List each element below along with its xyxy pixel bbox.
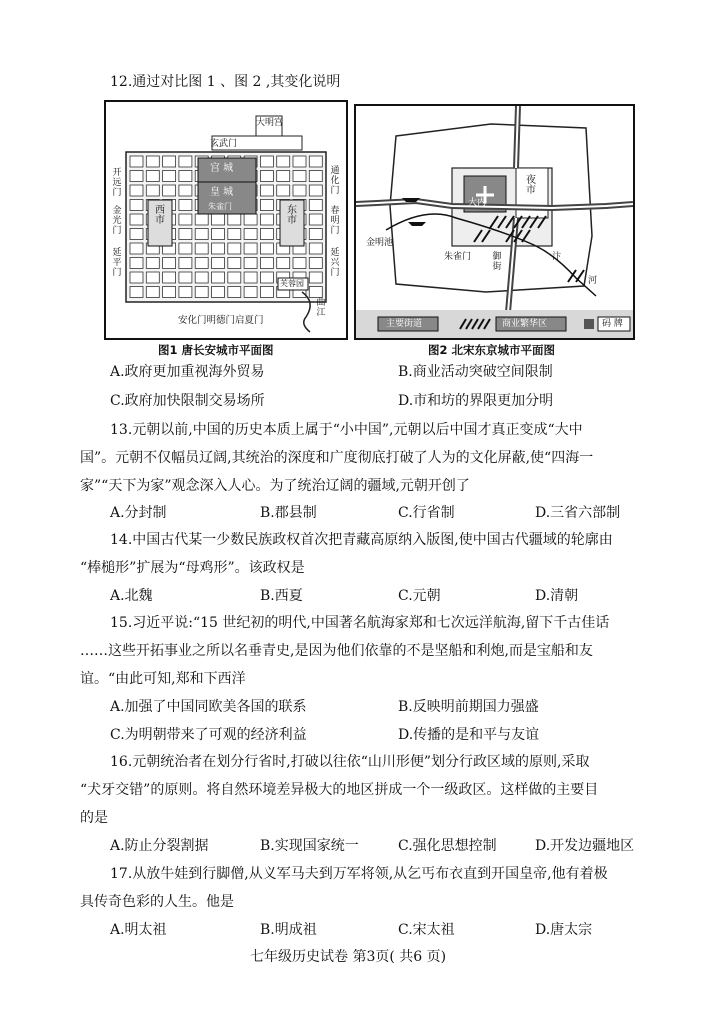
ward-block [179,258,192,269]
q13-line-3: 家”“天下为家”观念深入人心。为了统治辽阔的疆域,元朝开创了 [80,478,470,494]
label-danei: 大内 [468,198,487,208]
ward-block [163,287,176,298]
ward-block [195,214,208,225]
ward-block [260,229,273,240]
page-footer: 七年级历史试卷 第3页( 共6 页) [250,949,447,965]
label-daming-palace: 大明宫 [256,118,284,128]
ward-block [244,229,257,240]
ward-block [212,214,225,225]
label-night-market: 夜 市 [526,175,536,196]
label-bian: 汴 [552,252,562,262]
ward-block [228,229,241,240]
ward-block [260,258,273,269]
ward-block [195,229,208,240]
q12-option-b: B.商业活动突破空间限制 [398,364,553,380]
q13-option-a: A.分封制 [110,505,167,521]
legend-wharf: 码 牌 [602,319,623,329]
q14-line-1: 14.中国古代某一少数民族政权首次把青藏高原纳入版图,使中国古代疆域的轮廓由 [110,532,613,548]
q16-option-b: B.实现国家统一 [260,838,359,854]
ward-block [277,171,290,182]
ward-block [260,287,273,298]
ward-block [309,171,322,182]
ward-block [293,185,306,196]
q14-option-a: A.北魏 [110,588,153,604]
ward-block [130,229,143,240]
figure2-caption: 图2 北宋东京城市平面图 [428,343,556,357]
q17-option-a: A.明太祖 [110,922,167,938]
ward-block [179,200,192,211]
ward-block [260,171,273,182]
ward-block [195,287,208,298]
ward-block [228,272,241,283]
ward-block [163,185,176,196]
ward-block [277,156,290,167]
ward-block [179,156,192,167]
ward-block [228,214,241,225]
ward-block [130,243,143,254]
ward-block [195,243,208,254]
ward-block [244,243,257,254]
q16-option-d: D.开发边疆地区 [535,838,635,854]
q16-line-2: “犬牙交错”的原则。将自然环境差异极大的地区拼成一个一级政区。这样做的主要目 [80,782,599,798]
legend-main-street: 主要街道 [386,319,423,329]
ward-block [260,243,273,254]
q14-option-b: B.西夏 [260,588,303,604]
label-zhuque-gate-song: 朱雀门 [444,252,472,262]
label-east-market: 东 市 [287,205,297,226]
q14-option-d: D.清朝 [535,588,579,604]
ward-block [163,156,176,167]
ward-block [163,272,176,283]
figure1-caption: 图1 唐长安城市平面图 [158,343,274,357]
figure2-drawing [356,106,633,338]
ward-block [212,287,225,298]
ward-block [260,214,273,225]
ward-block [244,214,257,225]
q15-line-1: 15.习近平说:“15 世纪初的明代,中国著名航海家郑和七次远洋航海,留下千古佳话 [110,615,610,631]
q16-option-c: C.强化思想控制 [398,838,497,854]
legend-commercial-area: 商业繁华区 [502,319,548,329]
q12-stem: 12.通过对比图 1 、图 2 ,其变化说明 [110,74,341,90]
ward-block [212,272,225,283]
ward-block [195,272,208,283]
ward-block [309,156,322,167]
ward-block [179,214,192,225]
ward-block [130,214,143,225]
ward-block [146,258,159,269]
ward-block [260,156,273,167]
q16-line-1: 16.元朝统治者在划分行省时,打破以往依“山川形便”划分行政区域的原则,采取 [110,754,590,770]
ward-block [146,272,159,283]
label-yanxing-gate: 延兴门 [330,248,340,278]
label-yanping-gate: 延平门 [112,248,122,278]
ward-block [212,243,225,254]
ward-block [130,200,143,211]
ward-block [293,156,306,167]
ward-block [146,185,159,196]
ward-block [146,156,159,167]
ward-block [179,185,192,196]
ward-block [244,272,257,283]
label-furong-garden: 芙蓉园 [280,279,304,288]
label-tonghua-gate: 通化门 [330,166,340,196]
ward-block [260,185,273,196]
label-qujiang: 曲江 [316,298,326,318]
ward-block [309,214,322,225]
q15-option-a: A.加强了中国同欧美各国的联系 [110,699,307,715]
q15-line-3: 谊。“由此可知,郑和下西洋 [80,671,246,687]
figure1-tang-changan-map [104,100,348,340]
q12-option-c: C.政府加快限制交易场所 [110,393,265,409]
q13-line-1: 13.元朝以前,中国的历史本质上属于“小中国”,元朝以后中国才真正变成“大中 [110,422,583,438]
ward-block [130,287,143,298]
ward-block [163,258,176,269]
label-jinguang-gate: 金光门 [112,206,122,236]
q13-option-c: C.行省制 [398,505,455,521]
q16-option-a: A.防止分裂割据 [110,838,209,854]
ward-block [146,287,159,298]
ward-block [228,258,241,269]
ward-block [228,243,241,254]
ward-block [277,258,290,269]
q17-line-2: 具传奇色彩的人生。他是 [80,894,234,910]
ward-block [130,258,143,269]
q17-option-d: D.唐太宗 [535,922,593,938]
ward-block [195,258,208,269]
label-palace-city: 宫 城 [210,163,234,174]
ward-block [309,243,322,254]
q13-option-d: D.三省六部制 [535,505,621,521]
ward-block [212,258,225,269]
ward-block [293,171,306,182]
ward-block [179,171,192,182]
q15-option-c: C.为明朝带来了可观的经济利益 [110,727,307,743]
q12-option-d: D.市和坊的界限更加分明 [398,393,554,409]
q15-option-d: D.传播的是和平与友谊 [398,727,540,743]
ward-block [179,229,192,240]
ward-block [179,243,192,254]
ward-block [277,185,290,196]
q12-option-a: A.政府更加重视海外贸易 [110,364,265,380]
figure1-drawing [106,102,346,338]
label-west-market: 西 市 [155,205,165,226]
ward-block [146,171,159,182]
ward-block [130,171,143,182]
ward-block [309,287,322,298]
figure2-song-dongjing-map [354,104,635,340]
ward-block [260,200,273,211]
q15-option-b: B.反映明前期国力强盛 [398,699,539,715]
ward-block [130,272,143,283]
ward-block [309,258,322,269]
q14-line-2: “棒槌形”扩展为“母鸡形”。该政权是 [80,560,305,576]
q15-line-2: ……这些开拓事业之所以名垂青史,是因为他们依靠的不是坚船和利炮,而是宝船和友 [80,643,593,659]
label-south-gates: 安化门明德门启夏门 [178,315,264,326]
q13-option-b: B.郡县制 [260,505,317,521]
ward-block [309,229,322,240]
ward-block [130,185,143,196]
q14-option-c: C.元朝 [398,588,441,604]
ward-block [309,272,322,283]
ward-block [179,272,192,283]
ward-block [309,200,322,211]
label-jinming-pool: 金明池 [366,238,394,248]
label-xuanwu-gate: 玄武门 [210,139,238,149]
ward-block [179,287,192,298]
label-zhuque-gate: 朱雀门 [208,202,232,211]
q17-option-b: B.明成祖 [260,922,317,938]
label-chunming-gate: 春明门 [330,206,340,236]
ward-block [260,272,273,283]
label-kaiyuan-gate: 开远门 [112,168,122,198]
q16-line-3: 的是 [80,810,108,826]
q13-line-2: 国”。元朝不仅幅员辽阔,其统治的深度和广度彻底打破了人为的文化屏蔽,使“四海一 [80,450,594,466]
ward-block [212,229,225,240]
label-river: 河 [588,276,598,286]
label-imperial-street: 御 街 [492,252,502,272]
label-imperial-city: 皇 城 [210,187,234,198]
ward-block [163,171,176,182]
q17-option-c: C.宋太祖 [398,922,455,938]
ward-block [130,156,143,167]
q17-line-1: 17.从放牛娃到行脚僧,从义军马夫到万军将领,从乞丐布衣直到开国皇帝,他有着极 [110,866,608,882]
ward-block [228,287,241,298]
ward-block [244,287,257,298]
ward-block [309,185,322,196]
ward-block [293,258,306,269]
ward-block [244,258,257,269]
